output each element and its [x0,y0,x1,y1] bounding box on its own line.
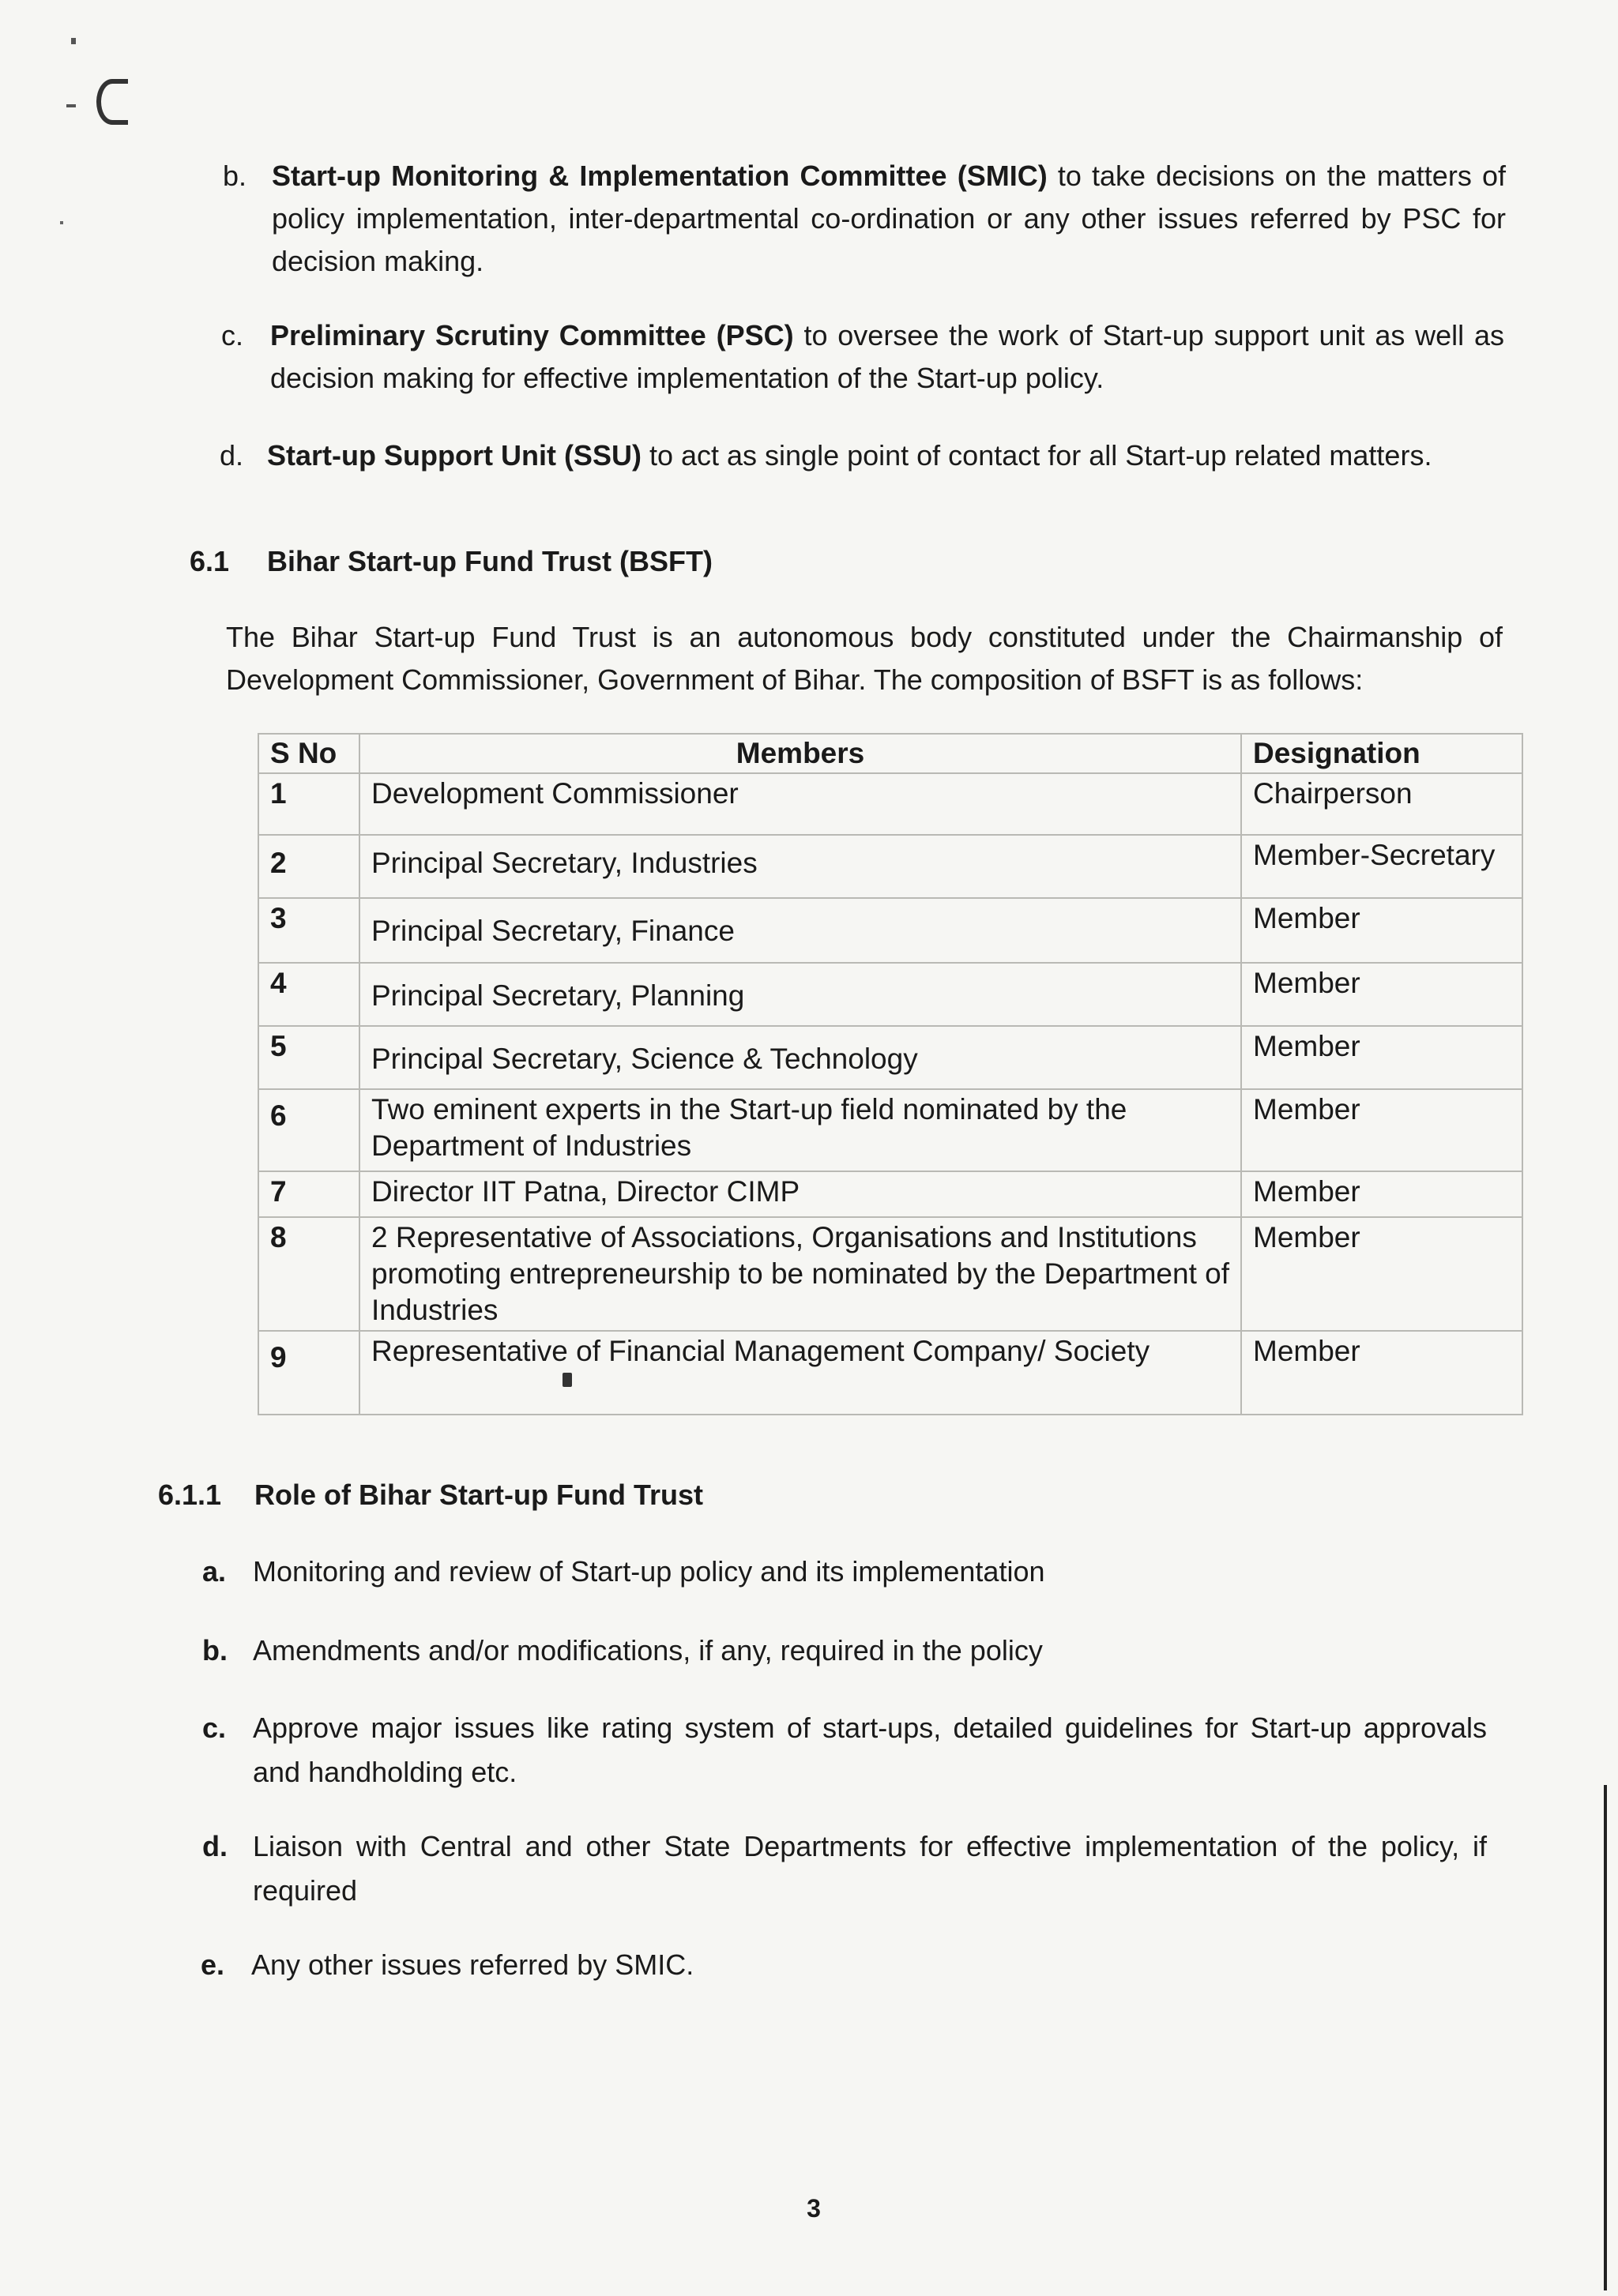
cell-designation: Member [1241,1026,1522,1089]
list-marker: d. [220,439,244,472]
cell-member: Two eminent experts in the Start-up field nominated by the Department of Industries [359,1089,1241,1171]
list-marker: c. [202,1712,227,1744]
scan-edge-line [1604,1785,1607,2290]
cell-designation: Member [1241,963,1522,1026]
cell-member: Development Commissioner [359,773,1241,835]
role-item-e [201,1943,1485,1987]
intro-item-c [221,314,1504,400]
cell-designation: Member [1241,1171,1522,1217]
table-row [258,835,1522,898]
cell-member: Principal Secretary, Planning [359,963,1241,1026]
bsft-members-table [258,733,1523,1415]
section-heading-6-1-1 [158,1475,703,1515]
page-number: 3 [807,2194,821,2223]
list-marker: b. [202,1634,228,1667]
cell-designation: Member-Secretary [1241,835,1522,898]
cell-sno: 2 [258,835,359,898]
section-heading-6-1 [190,542,713,581]
role-item-d [202,1824,1487,1913]
table-row [258,773,1522,835]
cell-designation: Member [1241,1089,1522,1171]
committee-name: Start-up Support Unit (SSU) [267,439,642,472]
list-marker: b. [223,160,247,192]
cell-designation: Member [1241,1217,1522,1331]
committee-description: to take decisions on the matters of policy implementation, inter-departmental co-ordination or any other issues referred by PSC for decision making. [272,160,1506,277]
cell-member: Principal Secretary, Science & Technology [359,1026,1241,1089]
committee-description: to act as single point of contact for all Start-up related matters. [641,439,1432,472]
column-header-designation: Designation [1241,734,1522,773]
cell-designation: Member [1241,1331,1522,1415]
role-text: Amendments and/or modifications, if any, required in the policy [253,1634,1043,1667]
cell-sno: 6 [258,1089,359,1171]
intro-item-b [223,155,1506,283]
cell-member: Director IIT Patna, Director CIMP [359,1171,1241,1217]
list-marker: c. [221,319,244,351]
table-row [258,1331,1522,1415]
committee-name: Start-up Monitoring & Implementation Committee (SMIC) [272,160,1048,192]
section-number: 6.1 [190,545,230,577]
section-6-1-paragraph: The Bihar Start-up Fund Trust is an autonomous body constituted under the Chairmanship of Development Commissioner, Government of Bihar. The composition of BSFT is as follows: [226,621,1503,696]
section-number: 6.1.1 [158,1479,222,1511]
cell-member: Representative of Financial Management Company/ Society [359,1331,1241,1415]
cell-member: Principal Secretary, Finance [359,898,1241,963]
committee-name: Preliminary Scrutiny Committee (PSC) [270,319,794,351]
role-text: Any other issues referred by SMIC. [251,1948,694,1981]
cell-sno: 3 [258,898,359,963]
intro-item-d [220,434,1503,477]
cell-sno: 5 [258,1026,359,1089]
scan-speck [71,38,76,44]
role-item-c [202,1706,1487,1794]
cell-member: Principal Secretary, Industries [359,835,1241,898]
list-marker: d. [202,1830,228,1862]
cell-sno: 8 [258,1217,359,1331]
table-row [258,1171,1522,1217]
cell-sno: 1 [258,773,359,835]
scan-speck [66,104,76,107]
table-row [258,963,1522,1026]
list-marker: e. [201,1948,225,1981]
role-text: Liaison with Central and other State Departments for effective implementation of the policy, if required [253,1830,1487,1907]
role-item-b [202,1629,1487,1673]
scan-speck [60,221,63,224]
role-text: Monitoring and review of Start-up policy and its implementation [253,1555,1045,1588]
cell-member: 2 Representative of Associations, Organisations and Institutions promoting entrepreneurship to be nominated by the Department of Industries [359,1217,1241,1331]
cell-sno: 9 [258,1331,359,1415]
scan-speck [96,79,128,125]
column-header-sno: S No [258,734,359,773]
role-text: Approve major issues like rating system of start-ups, detailed guidelines for Start-up approvals and handholding etc. [253,1712,1487,1788]
column-header-members: Members [359,734,1241,773]
table-row [258,1089,1522,1171]
committee-description: to oversee the work of Start-up support unit as well as decision making for effective implementation of the Start-up policy. [270,319,1505,394]
table-row [258,1026,1522,1089]
section-title: Role of Bihar Start-up Fund Trust [254,1479,703,1511]
list-marker: a. [202,1555,227,1588]
cell-designation: Member [1241,898,1522,963]
cell-designation: Chairperson [1241,773,1522,835]
table-row [258,1217,1522,1331]
cell-sno: 4 [258,963,359,1026]
section-title: Bihar Start-up Fund Trust (BSFT) [267,545,713,577]
cell-sno: 7 [258,1171,359,1217]
table-row [258,898,1522,963]
role-item-a [202,1550,1487,1594]
table-header-row [258,734,1522,773]
